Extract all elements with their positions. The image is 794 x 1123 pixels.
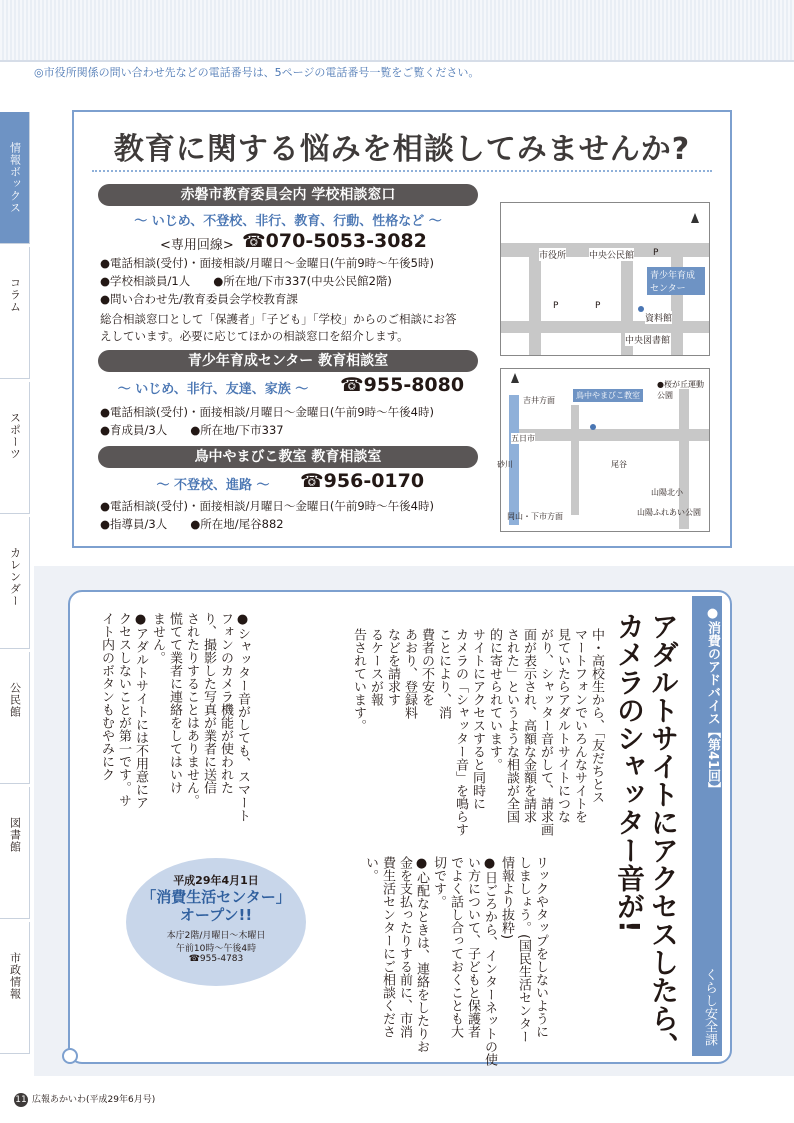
map1-community-center: 中央公民館 xyxy=(589,248,634,261)
map1-youth-center-label: 青少年育成センター xyxy=(647,267,705,295)
map1-city-hall: 市役所 xyxy=(539,248,566,261)
map2-sakuragaoka: ●桜が丘運動公園 xyxy=(657,380,704,400)
youth-center-heading: 青少年育成センター 教育相談室 xyxy=(98,350,478,372)
yamabiko-map xyxy=(497,368,710,532)
box-title: 教育に関する悩みを相談してみませんか? xyxy=(113,132,691,167)
youth-center-staff: ●育成員/3人 ●所在地/下市337 xyxy=(100,423,284,437)
school-consult-contact: ●問い合わせ先/教育委員会学校教育課 xyxy=(100,292,298,306)
advice-body-3: リックやタップをしないように しましょう。(国民生活センター 情報より抜粋) ●日ごろから、インターネットの使 い方について、子どもと保護者 でよく話し合っておくことも大 切です。 ●心配なときは、連絡をしたりお 金を支払ったりする前に、市消 費生活センターにご相談くださ い。 xyxy=(363,856,548,1066)
map2-yoshii: 吉井方面 xyxy=(523,396,555,405)
oval-name: 「消費生活センター」 オープン!! xyxy=(141,888,291,924)
yamabiko-topics: ～ 不登校、進路 ～ xyxy=(156,478,270,493)
map1-parking-3: P xyxy=(595,301,601,311)
tab-column[interactable]: コラム xyxy=(0,247,30,379)
tab-sports[interactable]: スポーツ xyxy=(0,382,30,514)
map1-archive: 資料館 xyxy=(645,311,672,324)
youth-center-hours: ●電話相談(受付)・面接相談/月曜日～金曜日(午前9時～午後4時) xyxy=(100,405,434,419)
consumer-center-oval xyxy=(126,858,306,986)
school-consult-note-1: 総合相談窓口として「保護者」「子ども」「学校」からのご相談にお答 xyxy=(100,312,457,326)
tab-calendar[interactable]: カレンダー xyxy=(0,517,30,649)
oval-date: 平成29年4月1日 xyxy=(173,874,259,887)
department-label: くらし安全課 xyxy=(702,968,717,1046)
phone-notice: ◎市役所関係の問い合わせ先などの電話番号は、5ページの電話番号一覧をご覧ください。 xyxy=(34,66,480,79)
map2-otani: 尾谷 xyxy=(611,460,627,469)
advice-headline: アダルトサイトにアクセスしたら、 カメラのシャッター音が! xyxy=(613,612,680,1060)
header-band xyxy=(0,0,794,62)
page-footer xyxy=(14,1092,155,1107)
education-consultation-box xyxy=(72,110,732,548)
yamabiko-phone: ☎956-0170 xyxy=(300,470,425,492)
dedicated-line-label: <専用回線> xyxy=(160,238,234,253)
tab-community-center[interactable]: 公民館 xyxy=(0,652,30,784)
tab-library[interactable]: 図書館 xyxy=(0,787,30,919)
page-number: 11 xyxy=(15,1095,27,1105)
youth-center-topics: ～ いじめ、非行、友達、家族 ～ xyxy=(117,382,309,397)
yamabiko-staff: ●指導員/3人 ●所在地/尾谷882 xyxy=(100,517,284,531)
oval-address: 本庁2階/月曜日～木曜日 xyxy=(166,931,266,941)
map2-river: 砂川 xyxy=(497,460,513,469)
map2-yamabiko-label: 鳥中やまびこ教室 xyxy=(573,389,643,402)
advice-body-2: ●シャッター音がしても、スマート フォンのカメラ機能が使われた り、撮影した写真が業者に送信 されたりすることはありません。 慌てて業者に連絡をしてはいけ ません。 ●アダルトサイトには不用意にア クセスしないことが第一です。サ イト内のボタンもむやみにク xyxy=(99,612,250,822)
map2-okayama: 岡山・下市方面 xyxy=(507,512,563,521)
map2-itsukaichi: 五日市 xyxy=(511,434,535,443)
school-consult-staff: ●学校相談員/1人 ●所在地/下市337(中央公民館2階) xyxy=(100,274,392,288)
school-consult-note-2: えしています。必要に応じてほかの相談窓口を紹介します。 xyxy=(100,329,409,343)
youth-center-phone: ☎955-8080 xyxy=(340,374,465,396)
title-underline xyxy=(92,170,712,172)
publication-name: 広報あかいわ(平成29年6月号) xyxy=(32,1095,156,1105)
school-consult-hours: ●電話相談(受付)・面接相談/月曜日～金曜日(午前9時～午後5時) xyxy=(100,256,434,270)
oval-hours: 午前10時～午後4時 xyxy=(175,944,257,954)
map2-fureai-park: 山陽ふれあい公園 xyxy=(637,508,701,517)
map1-parking-1: P xyxy=(653,248,659,258)
advice-body-1: 中・高校生から、「友だちとス マートフォンでいろんなサイトを 見ていたらアダルトサイトにつな がり、シャッター音がして、請求画 面が表示され、高額な金額を請求 された」というような相談が全国 的に寄せられています。 サイトにアクセスすると同時に カメラの「シャッター音」を鳴らす ことにより、消 費者の不安を あおり、登録料 などを請求す るケースが報 告されています。 xyxy=(351,628,604,836)
tab-city-info[interactable]: 市政情報 xyxy=(0,922,30,1054)
map1-parking-2: P xyxy=(553,301,559,311)
map2-sanyo-kita: 山陽北小 xyxy=(651,488,683,497)
map1-library: 中央図書館 xyxy=(625,333,670,346)
header-divider xyxy=(0,60,794,62)
school-consult-topics: ～ いじめ、不登校、非行、教育、行動、性格など ～ xyxy=(134,214,442,229)
yamabiko-heading: 鳥中やまびこ教室 教育相談室 xyxy=(98,446,478,468)
yamabiko-hours: ●電話相談(受付)・面接相談/月曜日～金曜日(午前9時～午後4時) xyxy=(100,499,434,513)
school-consult-phone: ☎070-5053-3082 xyxy=(242,230,427,252)
youth-center-map xyxy=(500,202,710,356)
consumer-advice-label-bar xyxy=(692,596,722,1056)
panel-corner-dot xyxy=(62,1048,78,1064)
school-consult-heading: 赤磐市教育委員会内 学校相談窓口 xyxy=(98,184,478,206)
consumer-advice-label: ●消費のアドバイス【第41回】 xyxy=(705,606,720,796)
oval-phone: ☎955-4783 xyxy=(188,954,244,964)
tab-info-box[interactable]: 情報ボックス xyxy=(0,112,30,244)
